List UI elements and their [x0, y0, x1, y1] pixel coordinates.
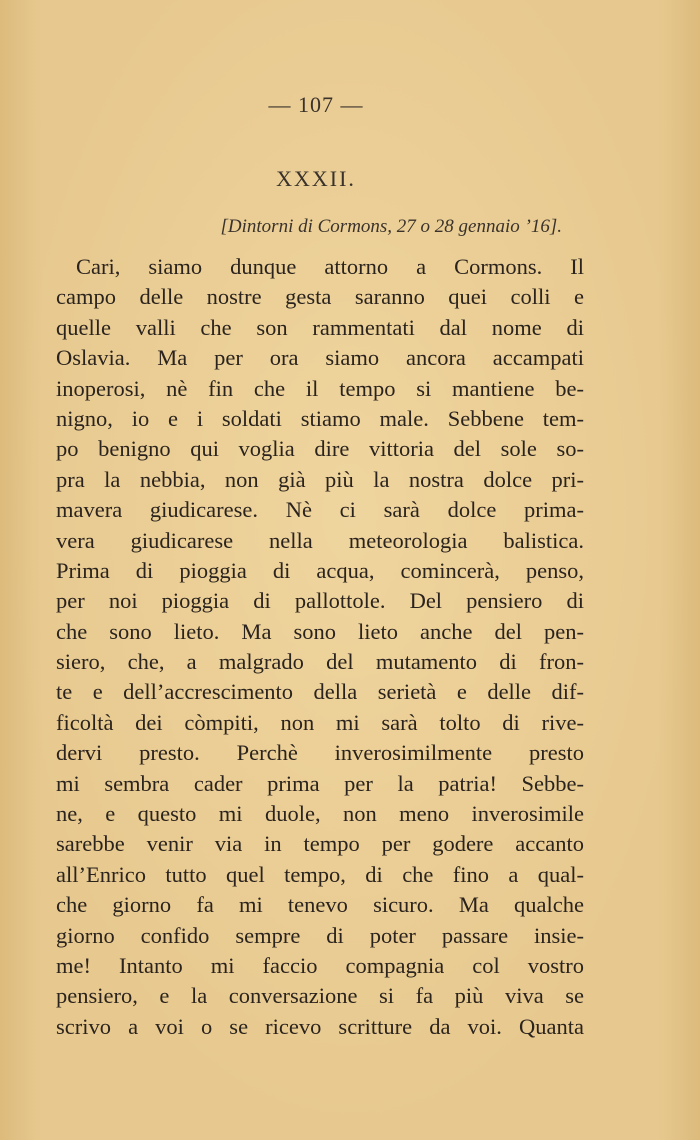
text-line: campo delle nostre gesta saranno quei colli e — [56, 284, 584, 310]
text-line: dervi presto. Perchè inverosimilmente presto — [56, 740, 584, 766]
body-text — [56, 252, 584, 1042]
text-line: me! Intanto mi faccio compagnia col vostro — [56, 952, 584, 978]
text-line: vera giudicarese nella meteorologia balistica. — [56, 527, 584, 553]
text-line: giorno confido sempre di poter passare insie- — [56, 922, 584, 948]
text-line: quelle valli che son rammentati dal nome di — [56, 314, 584, 340]
page-number: — 107 — — [268, 92, 364, 117]
text-line: te e dell’accrescimento della serietà e delle dif- — [56, 679, 584, 705]
text-line: siero, che, a malgrado del mutamento di fron- — [56, 649, 584, 675]
text-line: sarebbe venir via in tempo per godere accanto — [56, 831, 584, 857]
text-line: pra la nebbia, non già più la nostra dolce pri- — [56, 466, 584, 492]
text-line: nigno, io e i soldati stiamo male. Sebbene tem- — [56, 405, 584, 431]
text-line: che sono lieto. Ma sono lieto anche del pen- — [56, 618, 584, 644]
text-line: po benigno qui voglia dire vittoria del sole so- — [56, 436, 584, 462]
text-line: scrivo a voi o se ricevo scritture da voi. Quanta — [56, 1013, 584, 1039]
text-line: ne, e questo mi duole, non meno inverosimile — [56, 801, 584, 827]
text-line: inoperosi, nè fin che il tempo si mantiene be- — [56, 375, 584, 401]
text-line: Cari, siamo dunque attorno a Cormons. Il — [76, 254, 584, 279]
text-line: Oslavia. Ma per ora siamo ancora accampati — [56, 345, 584, 371]
text-line: all’Enrico tutto quel tempo, di che fino a qual- — [56, 861, 584, 887]
text-line: ficoltà dei còmpiti, non mi sarà tolto di rive- — [56, 709, 584, 735]
chapter-title: XXXII. — [276, 166, 356, 191]
letter-dateline: [Dintorni di Cormons, 27 o 28 gennaio ’16]. — [220, 216, 562, 237]
text-line: Prima di pioggia di acqua, comincerà, penso, — [56, 557, 584, 583]
text-line: mi sembra cader prima per la patria! Sebbe- — [56, 770, 584, 796]
text-line: pensiero, e la conversazione si fa più viva se — [56, 983, 584, 1009]
text-line: mavera giudicarese. Nè ci sarà dolce prima- — [56, 497, 584, 523]
text-line: per noi pioggia di pallottole. Del pensiero di — [56, 588, 584, 614]
text-line: che giorno fa mi tenevo sicuro. Ma qualche — [56, 892, 584, 918]
